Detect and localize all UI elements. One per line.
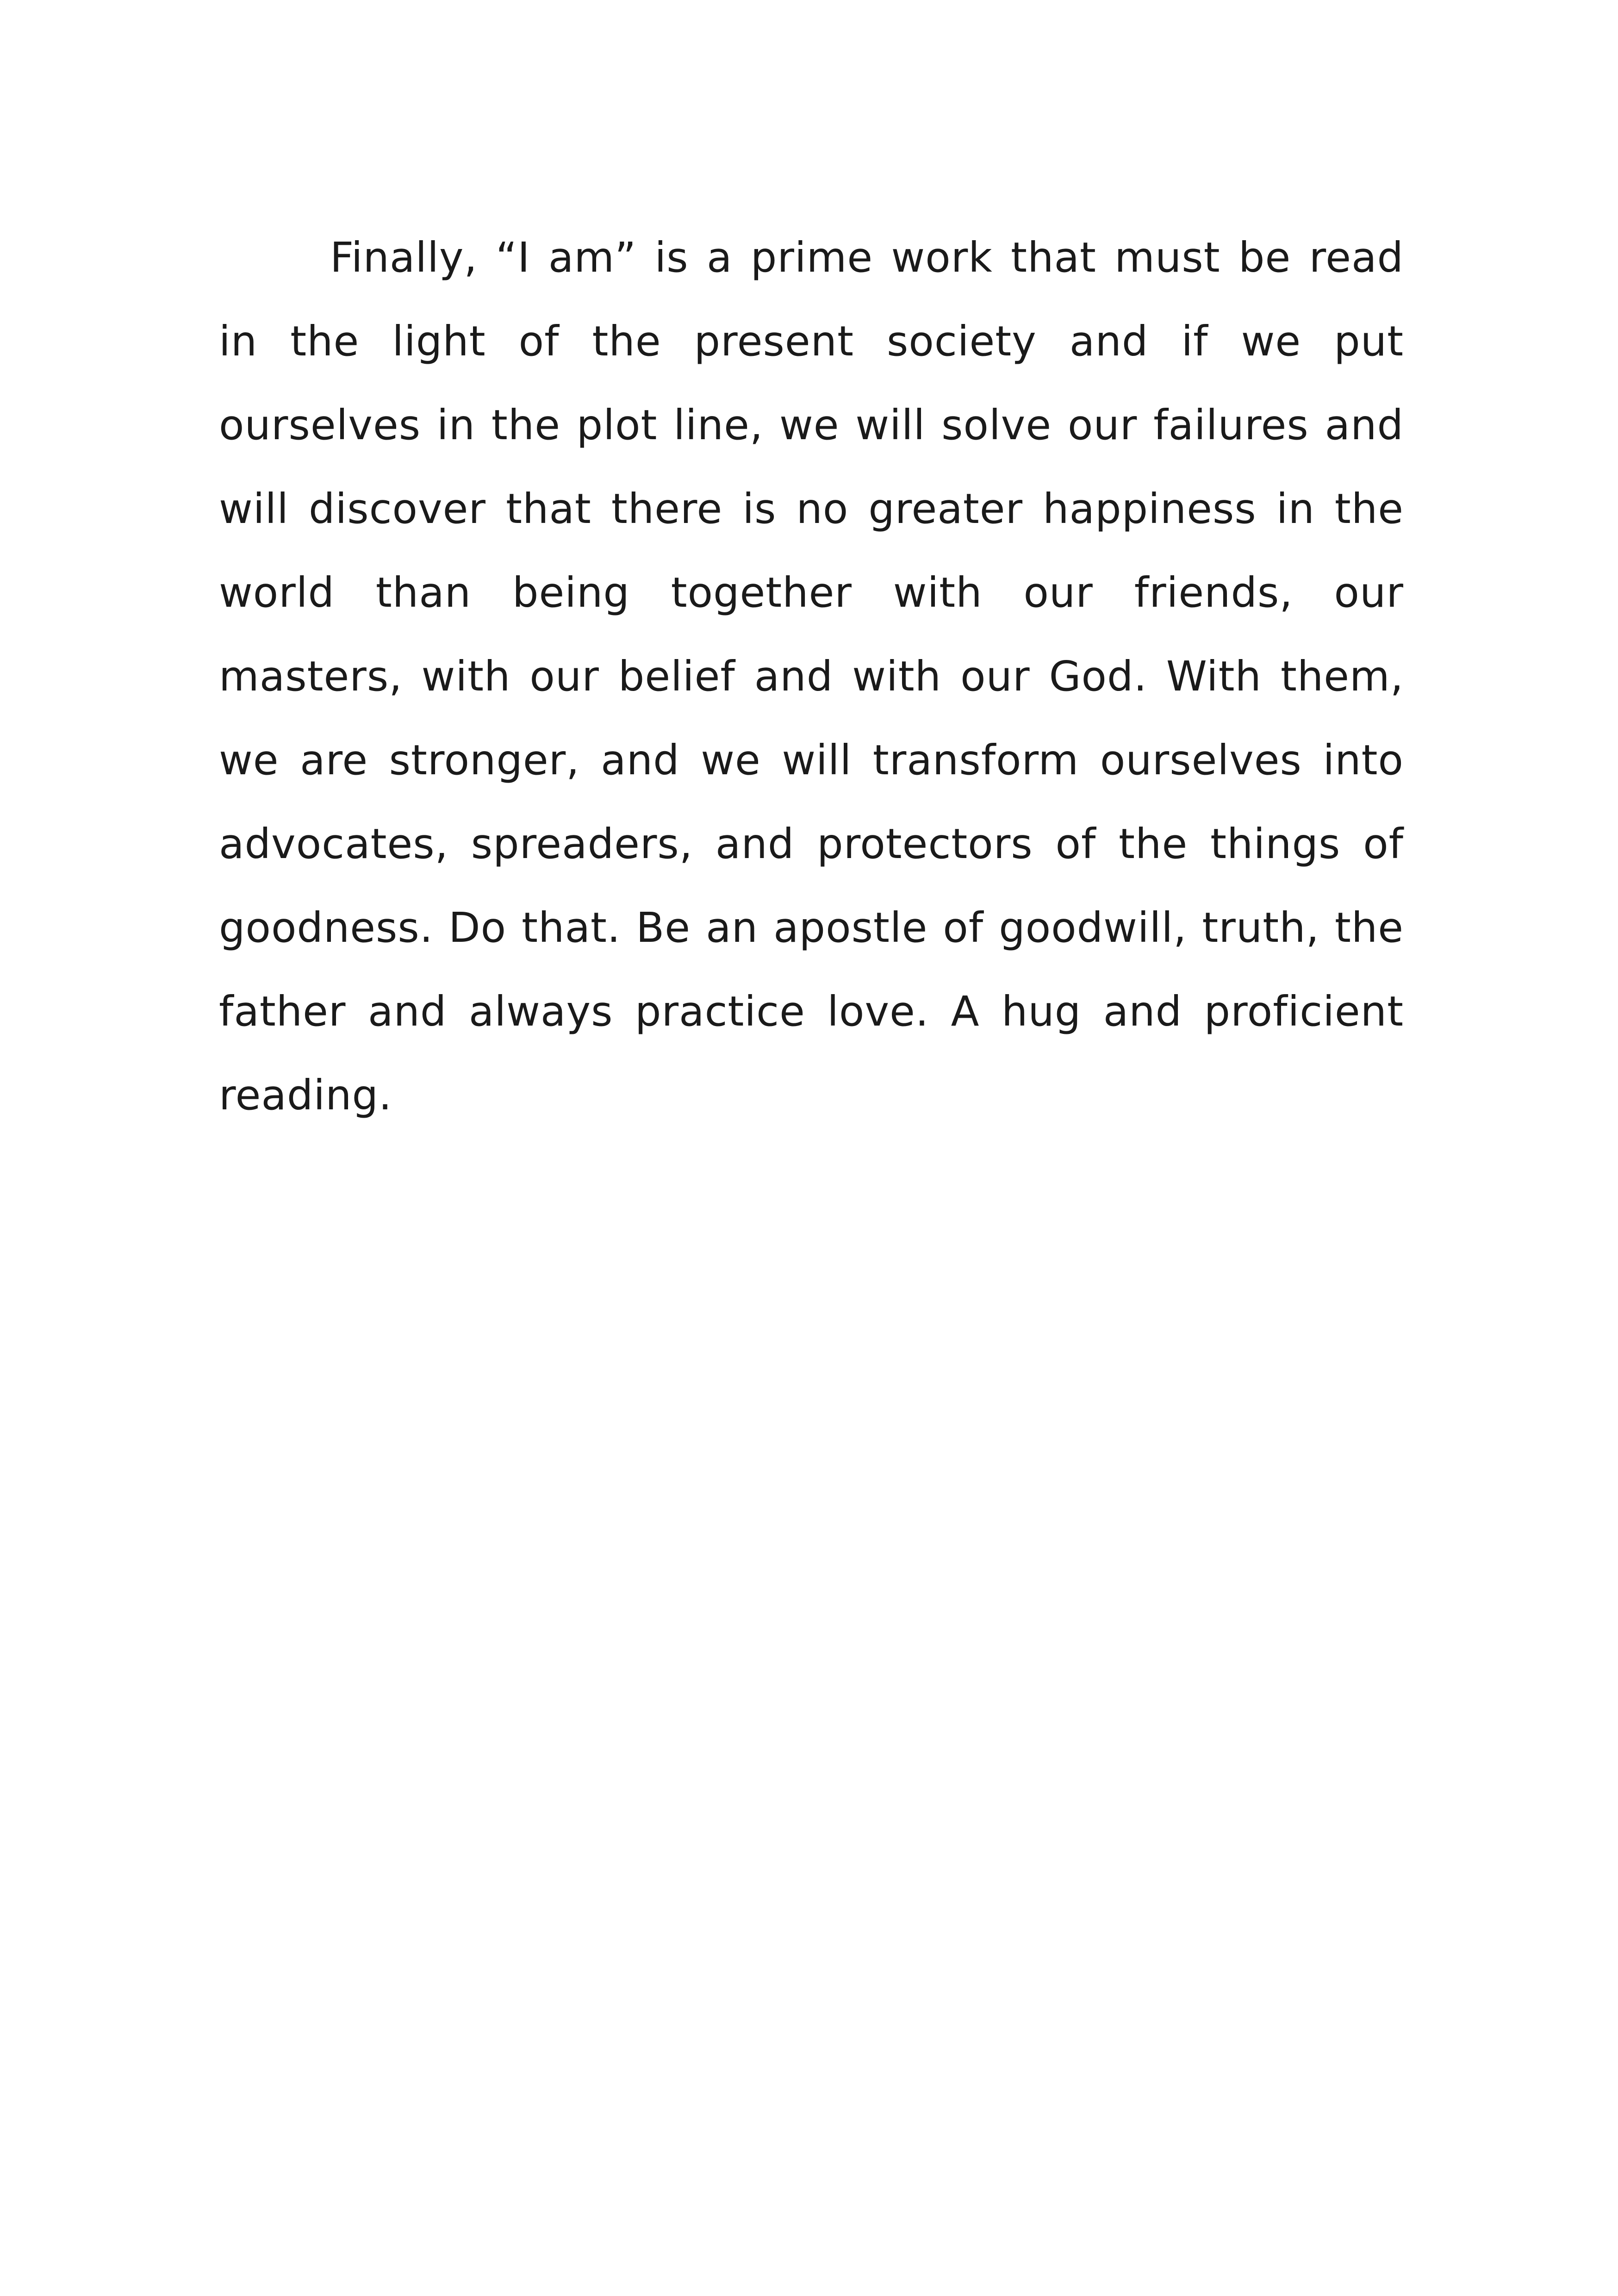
body-paragraph: Finally, “I am” is a prime work that must be read in the light of the present society and if we put ourselves in the plot line, we will solve our failures and will discover that there is no greater happiness in the world than being together with our friends, our masters, with our belief and with our God. With them, we are stronger, and we will transform ourselves into advocates, spreaders, and protectors of the things of goodness. Do that. Be an apostle of goodwill, truth, the father and always practice love. A hug and proficient reading.: [219, 233, 1404, 1119]
